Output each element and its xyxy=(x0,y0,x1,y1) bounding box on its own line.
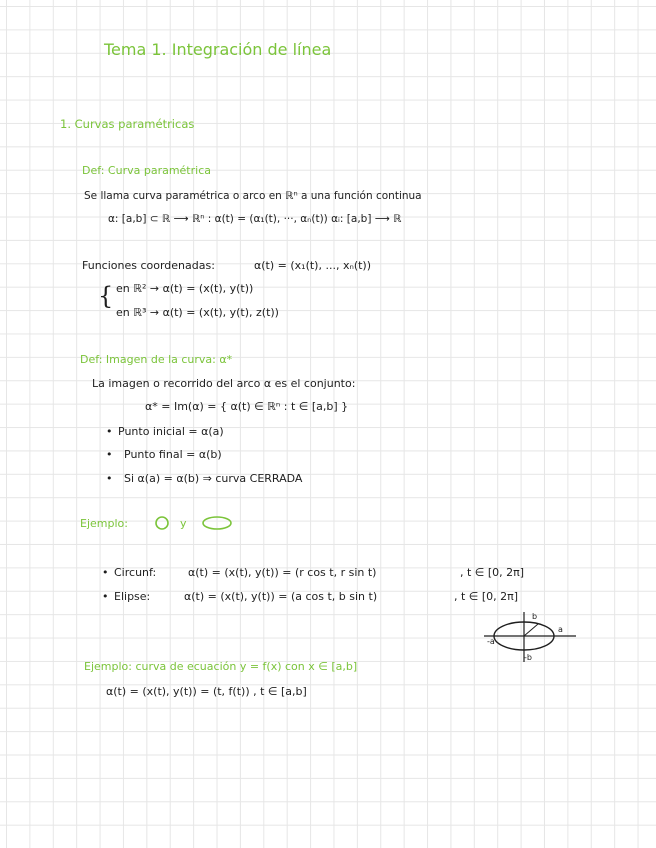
def-imagen-heading: Def: Imagen de la curva: α* xyxy=(80,353,233,366)
circunf-name: Circunf: xyxy=(114,566,157,579)
elipse-range: , t ∈ [0, 2π] xyxy=(454,590,519,603)
def-curva-line2: α: [a,b] ⊂ ℝ ⟶ ℝⁿ : α(t) = (α₁(t), ···, αₙ(t)) αᵢ: [a,b] ⟶ ℝ xyxy=(108,213,402,225)
elipse-formula: α(t) = (x(t), y(t)) = (a cos t, b sin t) xyxy=(184,590,378,603)
ejemplo-connector: y xyxy=(180,517,187,530)
def-imagen-line1: La imagen o recorrido del arco α es el conjunto: xyxy=(92,377,356,390)
ellipse-icon xyxy=(200,515,234,531)
bullet-text: Punto final = α(b) xyxy=(124,448,222,461)
def-curva-line1: Se llama curva paramétrica o arco en ℝⁿ a una función continua xyxy=(84,190,422,202)
coordenadas-formula: α(t) = (x₁(t), ..., xₙ(t)) xyxy=(254,259,372,272)
circunf-range: , t ∈ [0, 2π] xyxy=(460,566,525,579)
bullet-text: Punto inicial = α(a) xyxy=(118,425,224,438)
def-imagen-formula: α* = Im(α) = { α(t) ∈ ℝⁿ : t ∈ [a,b] } xyxy=(145,400,349,413)
ejemplo2-heading: Ejemplo: curva de ecuación y = f(x) con x ∈ [a,b] xyxy=(84,660,358,673)
def-curva-heading: Def: Curva paramétrica xyxy=(82,164,211,177)
ellipse-label-b: b xyxy=(532,612,538,621)
bullet-list-item: • xyxy=(106,448,113,461)
bullet-list-item: • xyxy=(106,425,113,438)
ejemplo2-formula: α(t) = (x(t), y(t)) = (t, f(t)) , t ∈ [a,b] xyxy=(106,685,307,698)
circunf-formula: α(t) = (x(t), y(t)) = (r cos t, r sin t) xyxy=(188,566,377,579)
brace-icon: { xyxy=(98,282,114,310)
section-heading: 1. Curvas paramétricas xyxy=(60,117,195,131)
circle-icon xyxy=(154,515,170,531)
coordenadas-r2: en ℝ² → α(t) = (x(t), y(t)) xyxy=(116,282,254,295)
ellipse-label-a: a xyxy=(558,625,563,634)
ejemplo-label: Ejemplo: xyxy=(80,517,128,530)
coordenadas-label: Funciones coordenadas: xyxy=(82,259,215,272)
bullet-list-item: • xyxy=(102,590,109,603)
coordenadas-r3: en ℝ³ → α(t) = (x(t), y(t), z(t)) xyxy=(116,306,279,319)
page-title: Tema 1. Integración de línea xyxy=(104,40,332,59)
elipse-name: Elipse: xyxy=(114,590,151,603)
ellipse-label-neg-b: -b xyxy=(524,653,532,662)
bullet-text: Si α(a) = α(b) ⇒ curva CERRADA xyxy=(124,472,303,485)
bullet-list-item: • xyxy=(106,472,113,485)
ellipse-label-neg-a: -a xyxy=(487,637,495,646)
bullet-list-item: • xyxy=(102,566,109,579)
